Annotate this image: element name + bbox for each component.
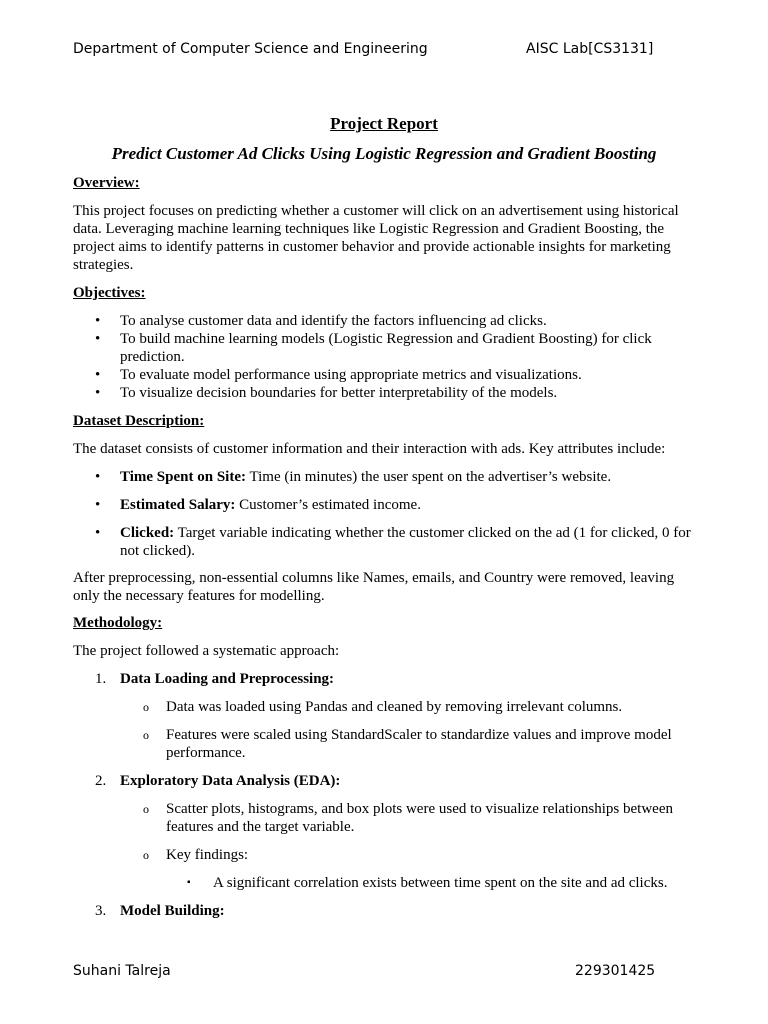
sub-list-item: o Scatter plots, histograms, and box plots were used to visualize relationships between features and the target variable. bbox=[143, 801, 673, 835]
step-title: Model Building: bbox=[120, 903, 225, 919]
step-number: 2. bbox=[95, 773, 107, 789]
attribute-desc: Target variable indicating whether the customer clicked on the ad (1 for clicked, 0 for not clicked). bbox=[120, 525, 691, 559]
sub-list-item: o Data was loaded using Pandas and cleaned by removing irrelevant columns. bbox=[143, 699, 623, 715]
step-number: 1. bbox=[95, 671, 107, 687]
step-item bbox=[73, 670, 695, 688]
attribute-name: Clicked: bbox=[120, 525, 175, 541]
circle-bullet-icon: o bbox=[143, 848, 149, 862]
step-item bbox=[73, 772, 695, 790]
square-bullet-icon: ▪ bbox=[187, 877, 191, 888]
bullet-icon: • bbox=[95, 497, 101, 513]
report-title: Project Report bbox=[330, 114, 438, 133]
bullet-icon: • bbox=[95, 385, 101, 401]
attribute-desc: Time (in minutes) the user spent on the advertiser’s website. bbox=[249, 469, 612, 485]
report-subtitle: Predict Customer Ad Clicks Using Logistic Regression and Gradient Boosting bbox=[111, 144, 657, 163]
bullet-icon: • bbox=[95, 331, 101, 347]
circle-bullet-icon: o bbox=[143, 728, 149, 742]
sub-list-item: o Key findings: bbox=[143, 847, 249, 863]
sub-sub-list-item: ▪ A significant correlation exists between time spent on the site and ad clicks. bbox=[187, 875, 668, 891]
step-number: 3. bbox=[95, 903, 107, 919]
list-item bbox=[73, 468, 695, 486]
circle-bullet-icon: o bbox=[143, 802, 149, 816]
step-title: Data Loading and Preprocessing: bbox=[120, 671, 335, 687]
step-title: Exploratory Data Analysis (EDA): bbox=[120, 773, 341, 789]
dataset-intro: The dataset consists of customer information and their interaction with ads. Key attributes include: bbox=[73, 441, 666, 457]
header-department: Department of Computer Science and Engineering bbox=[73, 41, 428, 57]
dataset-outro: After preprocessing, non-essential columns like Names, emails, and Country were removed, leaving only the necessary features for modelling. bbox=[73, 570, 675, 604]
dataset-heading: Dataset Description: bbox=[73, 413, 205, 429]
list-item: • To visualize decision boundaries for better interpretability of the models. bbox=[95, 385, 558, 401]
overview-text: This project focuses on predicting whether a customer will click on an advertisement using historical data. Leveraging machine learning techniques like Logistic Regression and Gradient Boosting, the project aims to identify patterns in customer behavior and provide actionable insights for marketing strategies. bbox=[73, 203, 679, 273]
list-item: • To evaluate model performance using appropriate metrics and visualizations. bbox=[95, 367, 582, 383]
step-item bbox=[73, 902, 695, 920]
attribute-desc: Customer’s estimated income. bbox=[239, 497, 421, 513]
bullet-icon: • bbox=[95, 469, 101, 485]
bullet-icon: • bbox=[95, 367, 101, 383]
overview-heading: Overview: bbox=[73, 175, 140, 191]
list-item bbox=[73, 524, 695, 560]
attribute-name: Estimated Salary: bbox=[120, 497, 236, 513]
list-item bbox=[73, 496, 695, 514]
footer-author: Suhani Talreja bbox=[73, 963, 171, 979]
bullet-icon: • bbox=[95, 313, 101, 329]
methodology-heading: Methodology: bbox=[73, 615, 163, 631]
document-body bbox=[73, 114, 695, 920]
objectives-heading: Objectives: bbox=[73, 285, 146, 301]
list-item: • To analyse customer data and identify the factors influencing ad clicks. bbox=[95, 313, 547, 329]
header-course: AISC Lab[CS3131] bbox=[526, 41, 654, 57]
methodology-intro: The project followed a systematic approach: bbox=[73, 643, 340, 659]
objectives-list bbox=[73, 312, 695, 402]
bullet-icon: • bbox=[95, 525, 101, 541]
sub-list-item: o Features were scaled using StandardScaler to standardize values and improve model performance. bbox=[143, 727, 672, 761]
list-item: • To build machine learning models (Logistic Regression and Gradient Boosting) for click prediction. bbox=[95, 331, 652, 365]
attribute-name: Time Spent on Site: bbox=[120, 469, 246, 485]
footer-roll-number: 229301425 bbox=[575, 963, 656, 979]
circle-bullet-icon: o bbox=[143, 700, 149, 714]
